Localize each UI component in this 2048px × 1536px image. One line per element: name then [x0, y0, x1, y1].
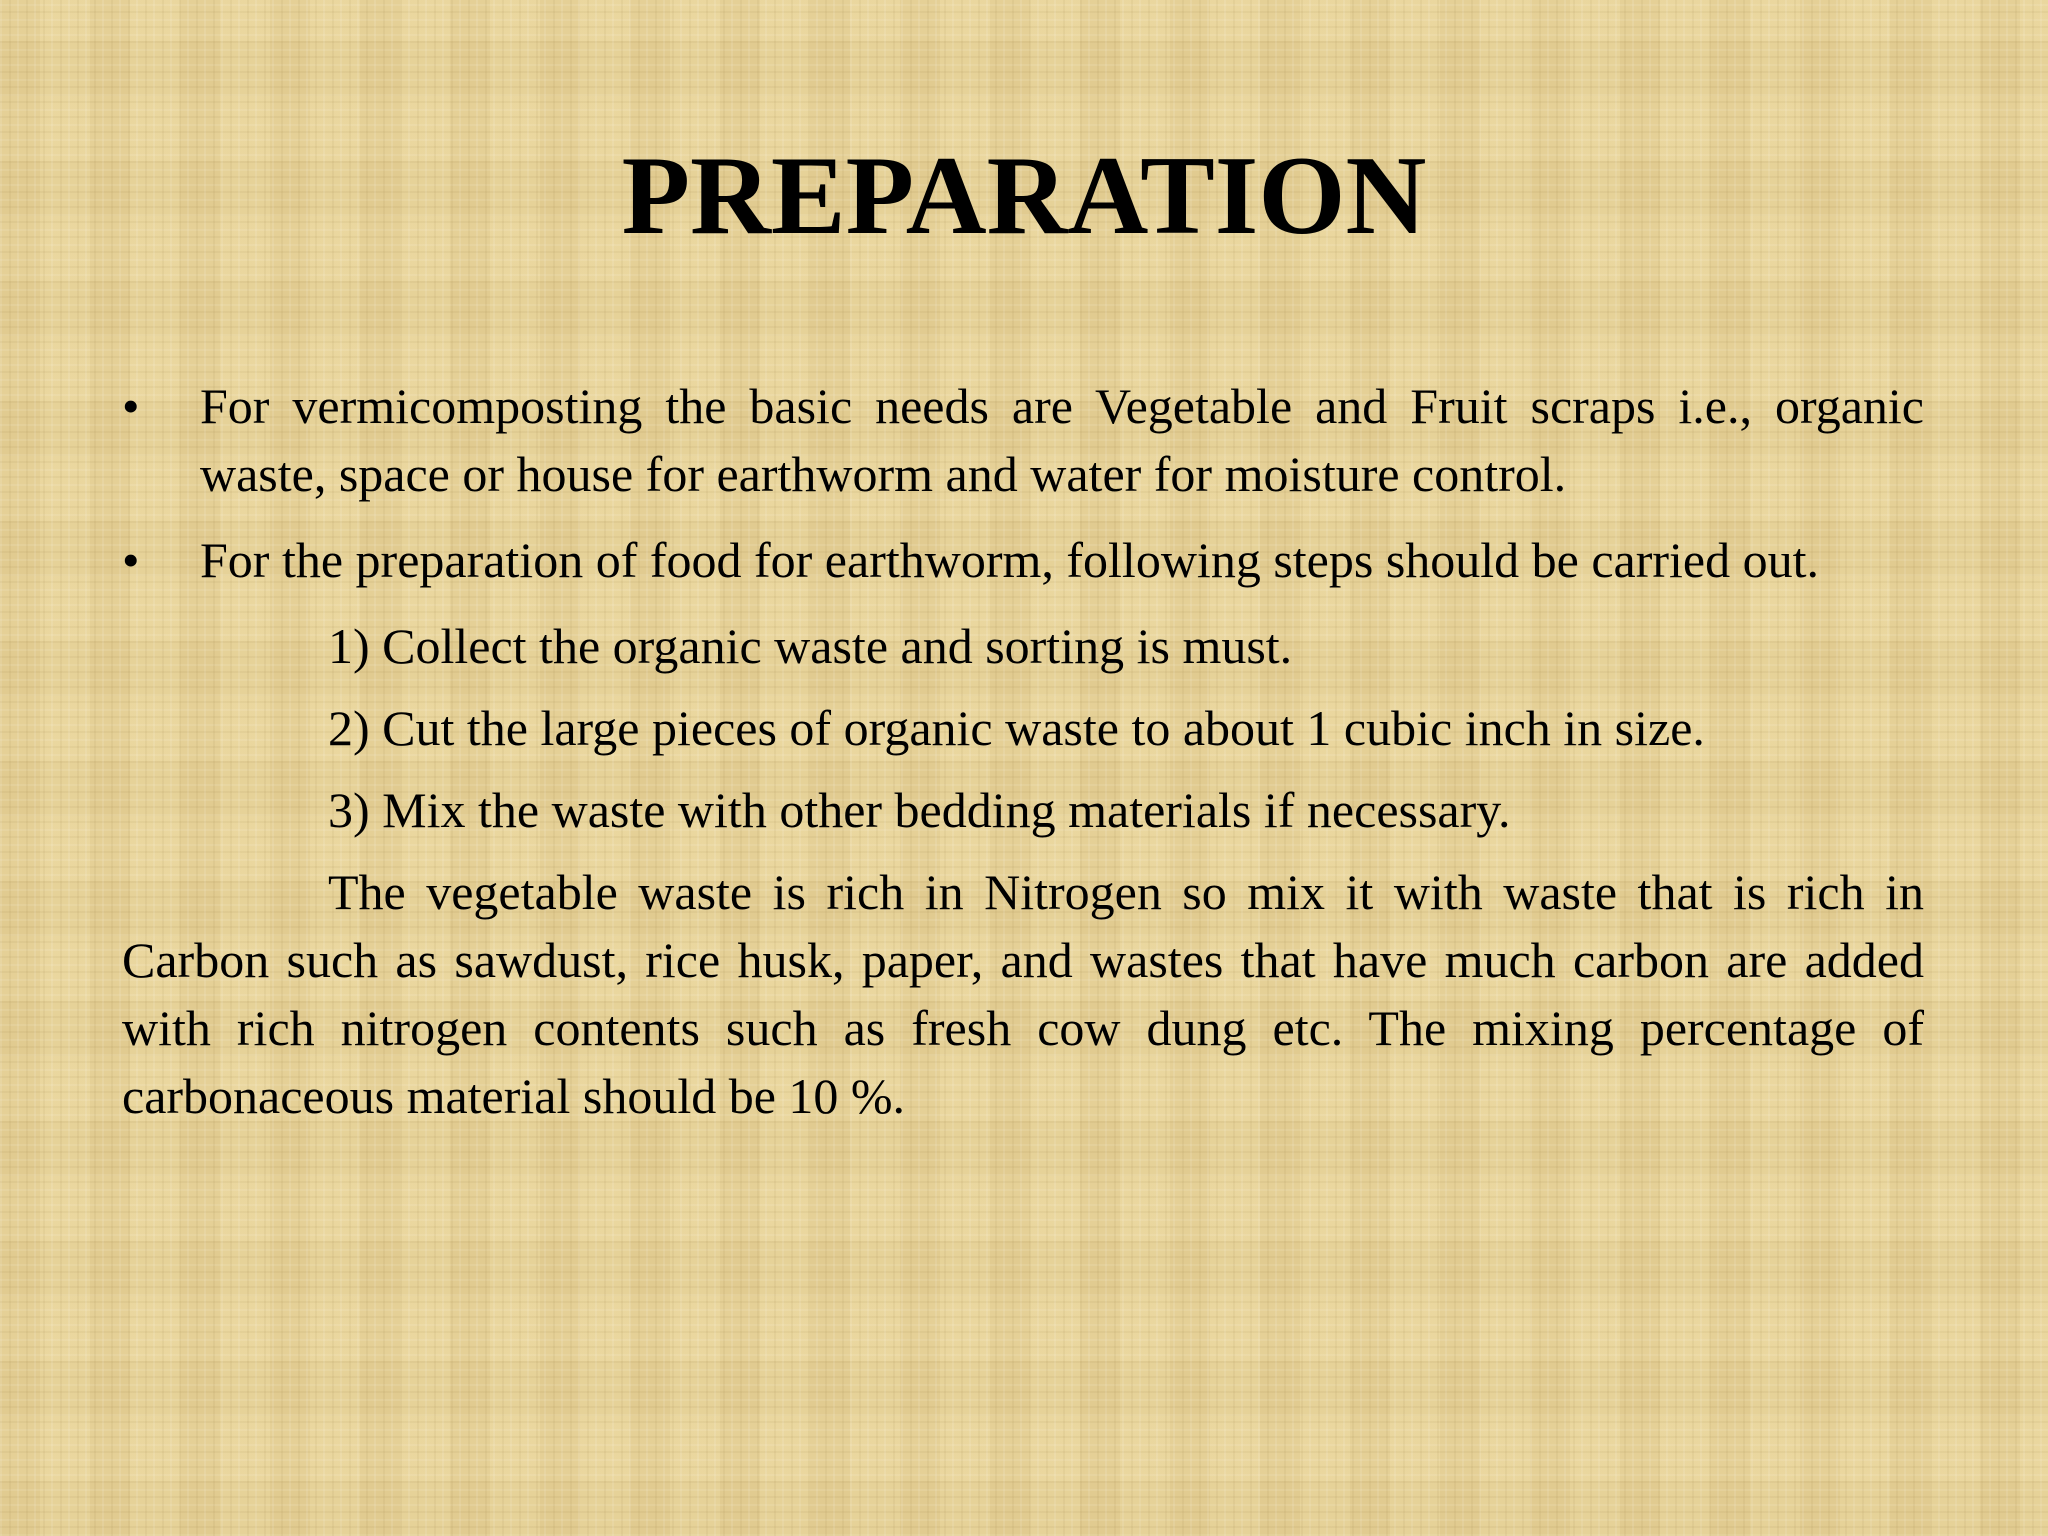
step-item: 3) Mix the waste with other bedding materials if necessary. [328, 782, 1511, 838]
step-item: 2) Cut the large pieces of organic waste to about 1 cubic inch in size. [328, 700, 1705, 756]
body-paragraph: The vegetable waste is rich in Nitrogen so mix it with waste that is rich in Carbon such as sawdust, rice husk, paper, and wastes that have much carbon are added with rich nitrogen contents such as fresh cow dung etc. The mixing percentage of carbonaceous material should be 10 %. [122, 864, 1924, 1124]
bullet-text: For the preparation of food for earthworm, following steps should be carried out. [200, 532, 1820, 588]
step-item: 1) Collect the organic waste and sorting is must. [328, 618, 1293, 674]
bullet-icon: • [122, 378, 140, 434]
bullet-item [122, 372, 1924, 508]
bullet-icon: • [122, 532, 140, 588]
slide-content [122, 372, 1924, 1130]
bullet-item [122, 526, 1924, 594]
bullet-text: For vermicomposting the basic needs are Vegetable and Fruit scraps i.e., organic waste, space or house for earthworm and water for moisture control. [200, 378, 1924, 502]
slide-title: PREPARATION [621, 134, 1427, 258]
